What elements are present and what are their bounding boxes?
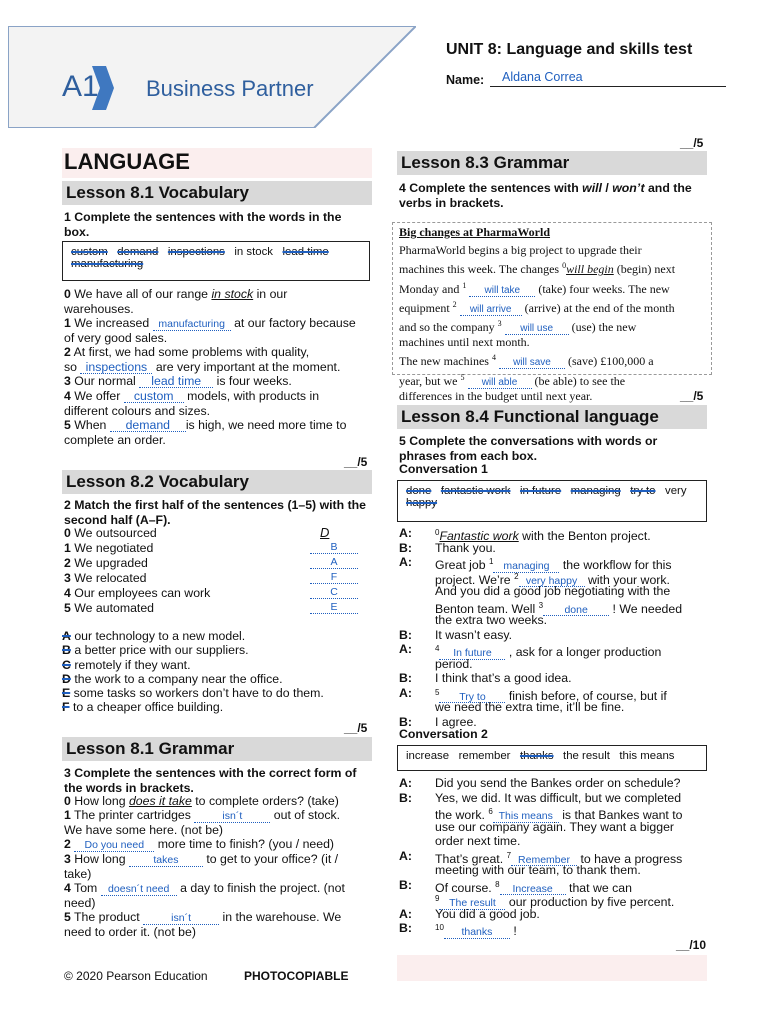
gap-number: 9 (435, 894, 440, 903)
dialogue-text: That’s great. (435, 851, 504, 866)
speaker: B: (399, 877, 412, 892)
s2-items (64, 526, 364, 616)
conversation-2 (399, 776, 709, 939)
dialogue-line (399, 570, 709, 585)
q-text: We increased (74, 316, 150, 330)
answer-field[interactable]: F (310, 572, 358, 584)
answer-field[interactable]: done (543, 605, 609, 617)
example-answer: Fantastic work (439, 529, 519, 544)
box-word: manufacturing (71, 258, 144, 270)
dialogue-line (399, 613, 709, 628)
speaker: B: (399, 671, 412, 685)
text-line: PharmaWorld begins a big project to upgrade their (399, 243, 642, 258)
dialogue-line (399, 686, 709, 701)
answer-field[interactable]: will able (468, 378, 532, 389)
dialogue-text: Of course. (435, 880, 492, 895)
example-answer: D (320, 525, 330, 540)
q-num: 2 (64, 345, 71, 359)
answer-field[interactable]: This means (493, 811, 559, 823)
answer-field[interactable]: demand (110, 419, 186, 432)
speaker: A: (399, 848, 412, 863)
box-word: in stock (234, 246, 274, 258)
s1-q4 (64, 389, 374, 418)
language-heading: LANGUAGE (64, 149, 190, 174)
q-num: 4 (64, 389, 71, 403)
text-line: differences in the budget until next year. (399, 388, 593, 403)
box-word: happy (406, 497, 438, 509)
dialogue-text: that we can (569, 880, 632, 895)
s1-q1 (64, 316, 374, 345)
gap-number: 6 (488, 807, 493, 816)
q-text: is high, we need more time to (185, 418, 347, 432)
q-num: 0 (64, 287, 71, 301)
q-text: We have all of our range (74, 287, 209, 301)
q-example-answer: does it take (128, 794, 192, 808)
gap-number: 1 (489, 557, 494, 566)
match-item (64, 571, 364, 586)
box-word: very (665, 485, 687, 497)
answer-field[interactable]: Remember (511, 855, 577, 867)
option-text: a better price with our suppliers. (74, 643, 249, 658)
q-num: 4 (64, 881, 71, 895)
speaker: A: (399, 776, 412, 790)
q-text: is four weeks. (216, 374, 292, 388)
answer-field[interactable]: will save (499, 358, 565, 369)
answer-field[interactable]: takes (129, 855, 203, 867)
speaker: A: (399, 555, 412, 569)
s1-q0 (64, 287, 374, 316)
dialogue-text: Benton team. Well (435, 601, 536, 616)
dialogue-text: the work. (435, 808, 485, 823)
footer-copyright: © 2020 Pearson Education (64, 969, 208, 983)
q-text: at our factory because (234, 316, 356, 330)
s1-q2 (64, 345, 374, 374)
instr-will: will (582, 181, 602, 195)
dialogue-line (399, 628, 709, 643)
q-text: take) (64, 866, 92, 881)
s4-instruction (399, 181, 705, 210)
answer-field[interactable]: custom (124, 390, 184, 403)
name-line (490, 86, 726, 87)
option-letter: F (62, 700, 70, 715)
gap-number: 10 (435, 923, 444, 932)
instr-wont: won’t (612, 181, 645, 195)
dialogue-line (399, 878, 709, 893)
lesson-84-functional-title: Lesson 8.4 Functional language (397, 405, 707, 429)
speaker: B: (399, 540, 412, 555)
gap-number: 2 (514, 571, 519, 581)
dialogue-line (399, 642, 709, 660)
answer-field[interactable]: The result (439, 898, 505, 910)
box-word: lead time (282, 246, 329, 258)
s3-q0 (64, 794, 374, 809)
dialogue-text: And you did a good job negotiating with the (435, 584, 671, 598)
s5-instruction: 5 Complete the conversations with words or phrases from each box. (399, 434, 658, 463)
answer-field[interactable]: Do you need (74, 840, 154, 852)
speaker: B: (399, 627, 412, 642)
conversation-1-label: Conversation 1 (399, 462, 488, 476)
answer-field[interactable]: will arrive (460, 305, 522, 316)
option-letter: D (62, 671, 71, 686)
match-item (64, 541, 364, 556)
box-word: try to (630, 485, 656, 497)
q-text: When (74, 418, 107, 432)
q-text: How long (74, 852, 126, 866)
s1-score: __/5 (344, 455, 368, 469)
q-text: in our (256, 287, 288, 301)
q-num: 1 (64, 316, 71, 330)
footer-photocopiable: PHOTOCOPIABLE (244, 969, 349, 983)
page-title: UNIT 8: Language and skills test (446, 41, 693, 58)
option-letter: B (62, 643, 71, 658)
dialogue-text: ! We needed (612, 601, 683, 616)
dialogue-text: finish before, of course, but if (508, 688, 667, 703)
match-option (62, 658, 372, 672)
dialogue-line (399, 671, 709, 686)
answer-field[interactable]: thanks (444, 927, 510, 939)
dialogue-line (399, 863, 709, 878)
answer-field[interactable]: lead time (139, 375, 213, 388)
box-word: increase (406, 750, 450, 762)
speaker: A: (399, 642, 412, 656)
q-text: to get to your office? (it / (206, 852, 339, 866)
box-word: managing (570, 485, 621, 497)
match-option (62, 686, 372, 700)
match-item (64, 556, 364, 571)
dialogue-text: I agree. (435, 714, 477, 729)
dialogue-text: to have a progress (580, 851, 683, 866)
q-example-answer: in stock (211, 287, 254, 301)
q-text: Our normal (74, 374, 136, 388)
dialogue-line (399, 892, 709, 910)
q-num: 1 (64, 541, 71, 555)
s3-q3 (64, 852, 374, 881)
dialogue-text: with your work. (587, 572, 670, 587)
option-text: remotely if they want. (74, 657, 191, 672)
q-text: At first, we had some problems with quality, (73, 345, 310, 359)
dialogue-text: You did a good job. (435, 906, 540, 921)
q-text: a day to finish the project. (not (180, 881, 345, 895)
dialogue-text: the workflow for this (562, 558, 672, 573)
dialogue-line (399, 599, 709, 614)
dialogue-text: use our company again. They want a bigger (435, 819, 675, 834)
q-text: Tom (74, 881, 98, 895)
option-letter: C (62, 657, 71, 672)
dialogue-line (399, 921, 709, 939)
dialogue-line (399, 805, 709, 823)
dialogue-line (399, 584, 709, 599)
q-num: 4 (64, 586, 71, 600)
speaker: B: (399, 790, 412, 805)
s3-q5 (64, 910, 374, 939)
box-word: demand (117, 246, 159, 258)
q-text: How long (74, 794, 126, 808)
s2-score: __/5 (344, 721, 368, 735)
dialogue-text: , ask for a longer production (508, 645, 662, 660)
pharmaworld-box (392, 222, 712, 403)
q-text: models, with products in (187, 389, 320, 403)
gap-number: 0 (435, 528, 440, 537)
q-text: Our employees can work (74, 586, 211, 600)
option-letter: A (62, 629, 71, 643)
name-value: Aldana Correa (502, 70, 583, 84)
answer-field[interactable]: will take (469, 286, 535, 297)
q-text: We offer (74, 389, 121, 403)
speaker: A: (399, 906, 412, 921)
q-text: We automated (74, 601, 155, 615)
dialogue-text: Great job (435, 558, 486, 573)
box-word: thanks (519, 750, 554, 762)
dialogue-text: It wasn’t easy. (435, 627, 512, 642)
gap-number: 3 (538, 600, 544, 610)
match-option (62, 700, 372, 714)
answer-field[interactable]: A (310, 557, 358, 569)
q-num: 5 (64, 910, 71, 924)
option-text: some tasks so workers don’t have to do them. (73, 686, 324, 701)
conversation-2-label: Conversation 2 (399, 727, 488, 741)
text-line: year, but we $^5$ will able (be able) to see the (399, 372, 626, 388)
q-num: 5 (64, 418, 71, 432)
q-num: 3 (64, 852, 71, 866)
s4-top-score: __/5 (680, 136, 704, 150)
speaker: B: (399, 921, 412, 935)
dialogue-text: our production by five percent. (508, 895, 675, 910)
dialogue-line (399, 791, 709, 806)
q-num: 3 (64, 374, 71, 388)
q-num: 1 (64, 808, 71, 822)
speaker: A: (399, 685, 412, 700)
q-text: The printer cartridges (74, 808, 191, 822)
match-item (64, 601, 364, 616)
conversation-1 (399, 526, 709, 729)
name-label: Name: (446, 73, 485, 87)
answer-field[interactable]: managing (493, 561, 559, 573)
lesson-82-vocab-title: Lesson 8.2 Vocabulary (62, 470, 372, 494)
q-text: out of stock. (273, 808, 341, 822)
box-word: this means (619, 750, 675, 762)
text-line: Monday and $^1$ will take (take) four weeks. The new (399, 280, 670, 296)
text-line: machines until next month. (399, 335, 530, 350)
dialogue-text: I think that’s a good idea. (435, 671, 572, 685)
q-text: need to order it. (not be) (64, 924, 196, 939)
match-option (62, 629, 372, 643)
text-line: and so the company $^3$ will use (use) the new (399, 319, 637, 335)
answer-field[interactable]: manufacturing (153, 319, 231, 331)
q-text: more time to finish? (you / need) (157, 837, 335, 851)
text-line: The new machines $^4$ will save (save) £100,000 a (399, 353, 654, 369)
box-word: fantastic work (440, 485, 511, 497)
match-item (64, 526, 364, 541)
dialogue-line (399, 700, 709, 715)
s3-instruction: 3 Complete the sentences with the correct form of the words in brackets. (64, 766, 357, 795)
gap-number: 7 (506, 850, 512, 860)
option-text: to a cheaper office building. (72, 700, 224, 715)
dialogue-line (399, 776, 709, 791)
lesson-81-grammar-title: Lesson 8.1 Grammar (62, 737, 372, 761)
option-text: our technology to a new model. (74, 629, 246, 643)
q-text: We relocated (74, 571, 147, 585)
match-option (62, 672, 372, 686)
s1-q3 (64, 374, 374, 389)
answer-field[interactable]: very happy (519, 576, 585, 588)
answer-field[interactable]: E (310, 602, 358, 614)
q-num: 2 (64, 556, 71, 570)
logo-sub: Business Partner (146, 76, 314, 101)
dialogue-text: project. We’re (435, 572, 511, 587)
box-word: done (406, 485, 432, 497)
dialogue-line (399, 834, 709, 849)
answer-field[interactable]: B (310, 542, 358, 554)
speaker: B: (399, 714, 412, 729)
option-text: the work to a company near the office. (74, 671, 283, 686)
q-num: 0 (64, 794, 71, 808)
match-item (64, 586, 364, 601)
box-word: remember (458, 750, 511, 762)
dialogue-line (399, 820, 709, 835)
q-text: The product (74, 910, 140, 924)
q-text: warehouses. (64, 301, 134, 316)
dialogue-line (399, 541, 709, 556)
pharmaworld-title: Big changes at PharmaWorld (399, 225, 551, 239)
dialogue-line (399, 849, 709, 864)
dialogue-text: ! (513, 924, 517, 939)
q-text: We outsourced (74, 526, 157, 540)
match-option (62, 643, 372, 657)
text-line: machines this week. The changes $^0$will begin (begin) next (399, 261, 676, 277)
instr-text: 4 Complete the sentences with (399, 181, 579, 195)
dialogue-text: with the Benton project. (522, 529, 651, 544)
lesson-83-grammar-title: Lesson 8.3 Grammar (397, 151, 707, 175)
gap-number: 5 (435, 687, 440, 697)
answer-field[interactable]: isn´t (194, 811, 270, 823)
q-num: 0 (64, 526, 71, 540)
gap-number: 8 (495, 879, 500, 889)
instr-text: and the verbs in brackets. (399, 181, 692, 210)
q-text: of very good sales. (64, 330, 168, 345)
s3-q2 (64, 837, 374, 852)
box-word: inspections (167, 246, 225, 258)
lesson-81-vocab-title: Lesson 8.1 Vocabulary (62, 181, 372, 205)
option-letter: E (62, 686, 71, 701)
q-num: 2 (64, 837, 71, 851)
dialogue-text: the extra two weeks. (435, 613, 548, 627)
s4-score: __/5 (680, 389, 704, 403)
instr-slash: / (601, 181, 613, 195)
q-text: We negotiated (74, 541, 154, 555)
s2-instruction: 2 Match the first half of the sentences (1–5) with the second half (A–F). (64, 498, 367, 527)
dialogue-text: Thank you. (435, 540, 496, 555)
s1-instruction: 1 Complete the sentences with the words in the box. (64, 210, 342, 239)
dialogue-line (399, 907, 709, 922)
s5-word-box-1 (397, 480, 707, 522)
dialogue-text: Yes, we did. It was difficult, but we completed (435, 790, 682, 805)
answer-field[interactable]: C (310, 587, 358, 599)
q-text: in the warehouse. We (222, 910, 342, 924)
s1-word-box (62, 241, 370, 281)
box-word: the result (563, 750, 610, 762)
q-text: different colours and sizes. (64, 403, 211, 418)
logo-main: A1 (62, 70, 99, 103)
dialogue-line (399, 526, 709, 544)
dialogue-text: we need the extra time, it’ll be fine. (435, 700, 625, 714)
dialogue-line (399, 657, 709, 672)
s5-word-box-2 (397, 745, 707, 771)
q-text: are very important at the moment. (155, 359, 341, 374)
answer-field[interactable]: isn´t (143, 913, 219, 925)
q-text: We upgraded (74, 556, 148, 570)
s3-q1 (64, 808, 374, 837)
s3-q4 (64, 881, 374, 910)
dialogue-text: order next time. (435, 834, 521, 848)
dialogue-text: is that Bankes want to (562, 808, 683, 823)
example-answer: will begin (566, 262, 614, 277)
dialogue-line (399, 555, 709, 573)
q-num: 5 (64, 601, 71, 615)
q-text: so (64, 359, 77, 374)
answer-field[interactable]: will use (505, 324, 569, 335)
answer-field[interactable]: Try to (439, 692, 505, 704)
q-text: We have some here. (not be) (64, 822, 224, 837)
answer-field[interactable]: inspections (80, 361, 152, 374)
bottom-bar (397, 955, 707, 981)
answer-field[interactable]: In future (439, 648, 505, 660)
s2-options (62, 629, 372, 715)
answer-field[interactable]: doesn´t need (101, 884, 177, 896)
answer-field[interactable]: Increase (500, 884, 566, 896)
box-word: in future (519, 485, 562, 497)
dialogue-text: meeting with our team, to thank them. (435, 863, 641, 877)
text-line: equipment $^2$ will arrive (arrive) at the end of the month (399, 299, 675, 315)
dialogue-text: Did you send the Bankes order on schedule? (435, 776, 681, 790)
box-word: custom (71, 246, 108, 258)
s5-score: __/10 (676, 938, 707, 952)
dialogue-text: period. (435, 656, 473, 671)
q-text: need) (64, 895, 96, 910)
s1-q5 (64, 418, 374, 447)
q-text: complete an order. (64, 432, 166, 447)
q-num: 3 (64, 571, 71, 585)
q-text: to complete orders? (take) (195, 794, 339, 808)
speaker: A: (399, 526, 412, 540)
gap-number: 4 (435, 644, 440, 653)
